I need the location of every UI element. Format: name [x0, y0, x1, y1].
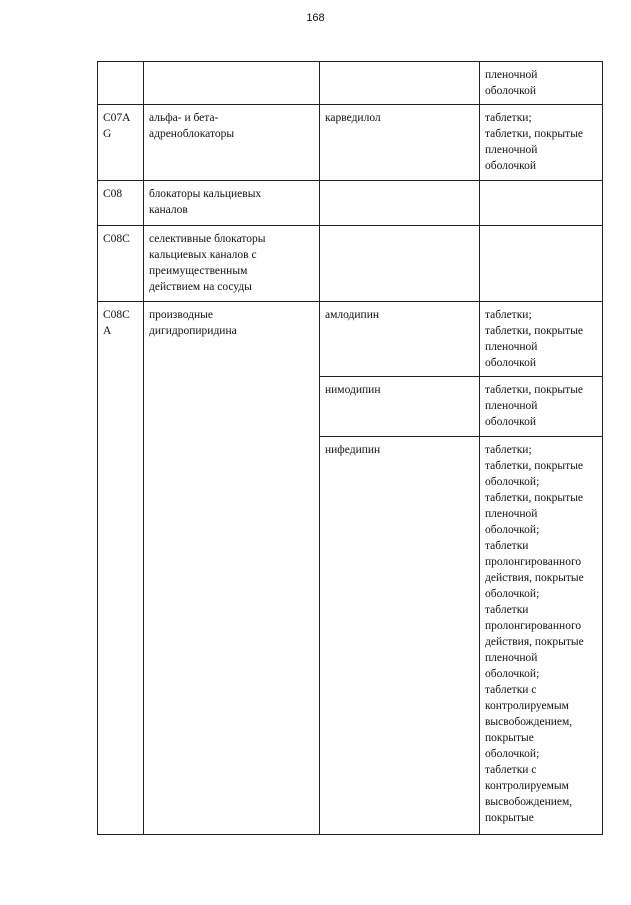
drug-name-cell: [320, 62, 480, 105]
drug-name-cell: [320, 181, 480, 226]
atc-code-cell: C08C: [98, 226, 144, 302]
table-row: [98, 181, 603, 226]
dosage-form-cell: [480, 181, 603, 226]
table-row: [98, 62, 603, 105]
atc-code-cell: [98, 62, 144, 105]
dosage-form-cell: таблетки, покрытые пленочной оболочкой: [480, 377, 603, 437]
pharmacological-group-cell: блокаторы кальциевых каналов: [144, 181, 320, 226]
drug-name-cell: амлодипин: [320, 302, 480, 377]
table-row: [98, 105, 603, 181]
pharmacological-group-cell: селективные блокаторы кальциевых каналов с преимущественным действием на сосуды: [144, 226, 320, 302]
table-row: [98, 226, 603, 302]
drug-classification-table: [97, 61, 603, 835]
dosage-form-cell: таблетки; таблетки, покрытые пленочной оболочкой: [480, 302, 603, 377]
atc-code-cell: C08: [98, 181, 144, 226]
page-number: 168: [306, 12, 325, 24]
drug-name-cell: карведилол: [320, 105, 480, 181]
dosage-form-cell: пленочной оболочкой: [480, 62, 603, 105]
pharmacological-group-cell: альфа- и бета- адреноблокаторы: [144, 105, 320, 181]
drug-name-cell: [320, 226, 480, 302]
drug-name-cell: нифедипин: [320, 437, 480, 835]
dosage-form-cell: [480, 226, 603, 302]
drug-name-cell: нимодипин: [320, 377, 480, 437]
pharmacological-group-cell: [144, 62, 320, 105]
dosage-form-cell: таблетки; таблетки, покрытые пленочной оболочкой: [480, 105, 603, 181]
atc-code-cell: C08C A: [98, 302, 144, 835]
dosage-form-cell: таблетки; таблетки, покрытые оболочкой; таблетки, покрытые пленочной оболочкой; таблетки пролонгированного действия, покрытые оболочкой; таблетки пролонгированного действия, покрытые пленочной оболочкой; таблетки с контролируемым высвобождением, покрытые оболочкой; таблетки с контролируемым высвобождением, покрытые: [480, 437, 603, 835]
atc-code-cell: C07A G: [98, 105, 144, 181]
pharmacological-group-cell: производные дигидропиридина: [144, 302, 320, 835]
table-row: [98, 302, 603, 377]
